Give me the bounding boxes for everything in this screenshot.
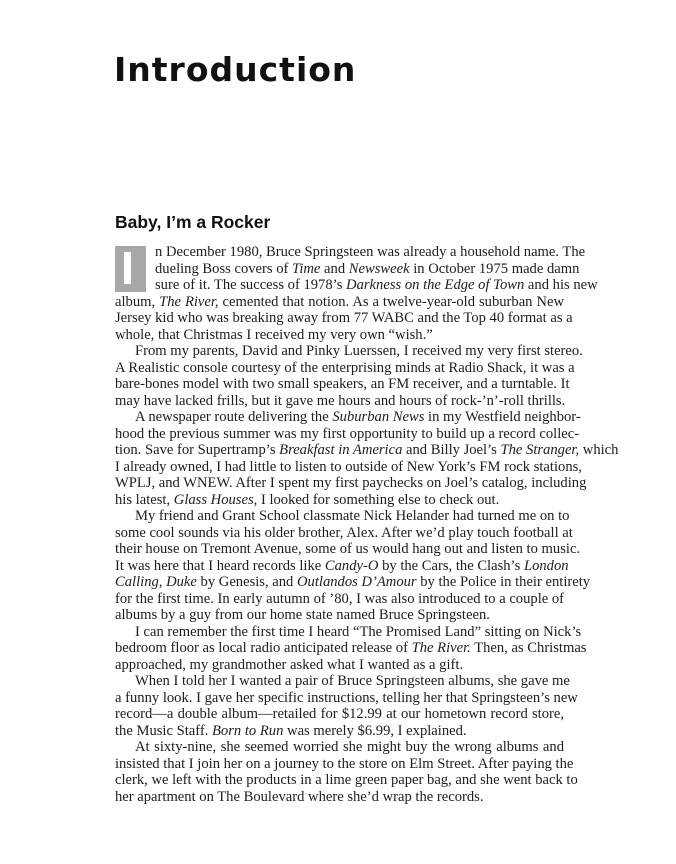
italic-title: Outlandos D’Amour xyxy=(297,574,417,590)
text-run: may have lacked frills, but it gave me hours and hours of rock-’n’-roll thrills. xyxy=(115,392,566,409)
italic-title: Calling, Duke xyxy=(115,574,197,590)
text-line xyxy=(115,475,587,492)
text-line xyxy=(115,557,569,575)
text-line xyxy=(115,689,578,707)
text-line xyxy=(115,442,619,459)
paragraph xyxy=(115,673,578,739)
text-run: tion. Save for Supertramp’s xyxy=(115,442,280,458)
text-line xyxy=(115,574,591,591)
italic-title: Candy-O xyxy=(324,557,379,574)
text-line xyxy=(115,409,581,426)
text-run: which xyxy=(579,442,619,458)
text-line xyxy=(115,277,598,294)
text-line xyxy=(115,723,564,740)
text-run: I can remember the first time I heard “The Promised Land” sitting on Nick’s xyxy=(135,623,582,640)
paragraph xyxy=(115,244,598,343)
text-line xyxy=(115,673,570,690)
text-line xyxy=(115,393,564,410)
section-heading: Baby, I’m a Rocker xyxy=(115,212,271,232)
text-run: and his new xyxy=(524,277,598,293)
text-run: dueling Boss covers of xyxy=(155,260,293,277)
text-run: their house on Tremont Avenue, some of us would hang out and listen to music. xyxy=(115,541,581,557)
paragraph xyxy=(115,343,583,409)
text-run: a funny look. I gave her specific instructions, telling her that Springsteen’s new xyxy=(115,689,578,706)
text-run: and xyxy=(320,260,349,277)
text-line xyxy=(115,294,564,311)
italic-title: Newsweek xyxy=(348,260,410,277)
italic-title: The River, xyxy=(159,293,219,310)
text-run: bare-bones model with two small speakers, an FM receiver, and a turntable. It xyxy=(115,376,570,392)
text-run: and Billy Joel’s xyxy=(402,442,501,458)
text-line xyxy=(115,789,564,806)
text-line xyxy=(115,492,564,509)
text-line xyxy=(115,244,586,261)
text-run: My friend and Grant School classmate Nick Helander had turned me on to xyxy=(135,508,570,524)
text-run: At sixty-nine, she seemed worried she might buy the wrong albums and xyxy=(135,739,564,755)
text-line xyxy=(115,657,564,674)
text-line xyxy=(115,524,573,542)
text-line xyxy=(115,640,587,657)
text-line xyxy=(115,343,583,360)
text-line xyxy=(115,591,564,608)
text-run: his latest, xyxy=(115,491,174,508)
text-run: Jersey kid who was breaking away from 77 WABC and the Top 40 format as a xyxy=(115,310,573,326)
chapter-title: Introduction xyxy=(114,50,357,89)
text-run: by the Cars, the Clash’s xyxy=(378,557,524,574)
text-run: WPLJ, and WNEW. After I spent my first paychecks on Joel’s catalog, including xyxy=(115,475,587,491)
text-line xyxy=(115,310,573,327)
paragraph xyxy=(115,409,619,508)
text-line xyxy=(115,458,582,476)
text-run: whole, that Christmas I received my very own “wish.” xyxy=(115,326,433,343)
text-run: cemented that notion. As a twelve-year-old suburban New xyxy=(218,293,564,310)
paragraph xyxy=(115,623,587,674)
text-line xyxy=(115,755,574,773)
text-run: some cool sounds via his older brother, Alex. After we’d play touch football at xyxy=(115,524,573,541)
italic-title: Glass Houses, xyxy=(173,491,258,508)
italic-title: Suburban News xyxy=(332,409,425,425)
italic-title: Born to Run xyxy=(212,722,284,739)
text-run: the Music Staff. xyxy=(115,722,213,739)
italic-title: Breakfast in America xyxy=(279,442,403,458)
text-line xyxy=(115,706,564,723)
paragraph xyxy=(115,508,591,624)
drop-cap xyxy=(115,246,146,292)
text-run: by Genesis, and xyxy=(196,574,298,590)
text-line xyxy=(115,359,575,377)
text-line xyxy=(115,508,570,525)
italic-title: Time xyxy=(292,260,321,277)
text-run: insisted that I join her on a journey to the store on Elm Street. After paying the xyxy=(115,755,574,772)
text-run: approached, my grandmother asked what I wanted as a gift. xyxy=(115,656,464,673)
text-run: Then, as Christmas xyxy=(470,640,587,656)
text-run: albums by a guy from our home state named Bruce Springsteen. xyxy=(115,607,490,623)
text-run: It was here that I heard records like xyxy=(115,557,325,574)
text-run: I already owned, I had little to listen to outside of New York’s FM rock stations, xyxy=(115,458,582,475)
text-run: sure of it. The success of 1978’s xyxy=(155,277,347,293)
italic-title: The Stranger, xyxy=(500,442,580,458)
text-run: hood the previous summer was my first opportunity to build up a record collec- xyxy=(115,425,580,442)
text-run: by the Police in their entirety xyxy=(416,574,591,590)
text-line xyxy=(115,376,570,393)
text-line xyxy=(115,607,564,624)
text-run: for the first time. In early autumn of ’80, I was also introduced to a couple of xyxy=(115,590,565,607)
text-run: n December 1980, Bruce Springsteen was already a household name. The xyxy=(155,244,586,260)
text-run: album, xyxy=(115,293,160,310)
text-run: her apartment on The Boulevard where she’d wrap the records. xyxy=(115,788,484,805)
text-run: in my Westfield neighbor- xyxy=(424,409,581,425)
paragraph xyxy=(115,739,578,805)
text-run: When I told her I wanted a pair of Bruce Springsteen albums, she gave me xyxy=(135,673,570,689)
text-run: clerk, we left with the products in a lime green paper bag, and she went back to xyxy=(115,772,578,788)
drop-cap-letter-glyph xyxy=(124,252,131,284)
text-run: was merely $6.99, I explained. xyxy=(283,722,467,739)
text-run: From my parents, David and Pinky Luerssen, I received my very first stereo. xyxy=(135,343,583,359)
text-run: A newspaper route delivering the xyxy=(135,409,333,425)
text-line xyxy=(115,327,564,344)
text-run: in October 1975 made damn xyxy=(409,260,580,277)
text-run: bedroom floor as local radio anticipated release of xyxy=(115,640,412,656)
text-line xyxy=(115,623,582,641)
text-run: record—a double album—retailed for $12.99 at our hometown record store, xyxy=(115,706,564,722)
text-line xyxy=(115,260,580,278)
italic-title: London xyxy=(523,557,569,574)
text-line xyxy=(115,541,581,558)
text-run: A Realistic console courtesy of the enterprising minds at Radio Shack, it was a xyxy=(115,359,575,376)
text-line xyxy=(115,772,578,789)
text-line xyxy=(115,739,564,756)
text-run: I looked for something else to check out. xyxy=(257,491,500,508)
text-line xyxy=(115,425,580,443)
italic-title: The River. xyxy=(411,640,471,656)
italic-title: Darkness on the Edge of Town xyxy=(346,277,525,293)
body-text xyxy=(115,244,619,805)
